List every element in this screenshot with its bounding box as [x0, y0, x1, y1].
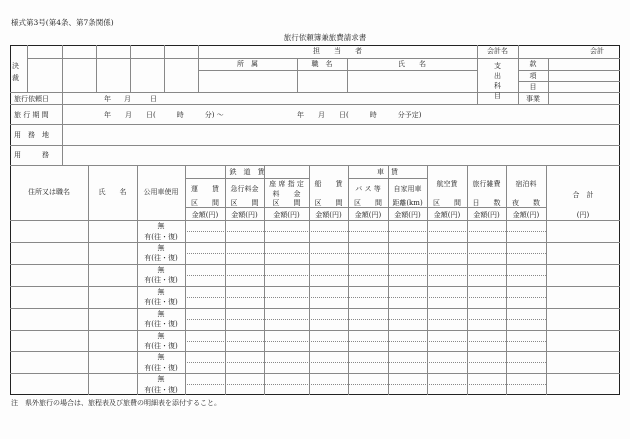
- private-car-header: 自家用車: [393, 185, 422, 193]
- fare-cell[interactable]: [388, 351, 427, 362]
- official-car-header: 公用車使用: [143, 188, 179, 196]
- subheader-amount: 金額(円): [231, 211, 258, 219]
- subheader-section: 区 間: [272, 199, 301, 207]
- fare-amount-cell[interactable]: [309, 253, 348, 264]
- grid-line: [10, 92, 620, 93]
- subheader-amount: 金額(円): [473, 211, 500, 219]
- expense-item-3: 事業: [526, 94, 540, 103]
- fare-cell[interactable]: [225, 373, 264, 384]
- fare-amount-cell[interactable]: [427, 362, 467, 373]
- fare-amount-cell[interactable]: [467, 319, 506, 330]
- fare-amount-cell[interactable]: [388, 341, 427, 352]
- grid-line: [62, 45, 63, 92]
- fare-cell[interactable]: [348, 373, 388, 384]
- grid-line: [548, 58, 549, 104]
- name-cell[interactable]: [88, 264, 137, 286]
- grid-line: [27, 45, 28, 92]
- fare-amount-cell[interactable]: [388, 275, 427, 286]
- destination-label: 用 務 地: [14, 131, 49, 139]
- form-title: 旅行依頼簿兼旅費請求書: [283, 33, 367, 42]
- fare-cell[interactable]: [506, 286, 546, 297]
- grid-line: [10, 145, 620, 146]
- fare-amount-cell[interactable]: [264, 253, 309, 264]
- fare-amount-cell[interactable]: [185, 275, 225, 286]
- fare-cell[interactable]: [264, 242, 309, 253]
- total-cell[interactable]: [546, 264, 620, 286]
- fare-cell[interactable]: [388, 220, 427, 231]
- grid-line: [185, 178, 309, 179]
- affiliation-label: 所 属: [237, 60, 258, 68]
- position-label: 職 名: [311, 60, 333, 68]
- fare-cell[interactable]: [309, 308, 348, 319]
- fare-amount-cell[interactable]: [225, 319, 264, 330]
- grid-line: [96, 45, 97, 92]
- form-reference: 様式第3号(第4条、第7条関係): [11, 18, 114, 27]
- fare-amount-cell[interactable]: [348, 341, 388, 352]
- ship-header: 船 賃: [314, 180, 343, 188]
- fare-amount-cell[interactable]: [185, 341, 225, 352]
- fare-cell[interactable]: [264, 351, 309, 362]
- fare-cell[interactable]: [309, 286, 348, 297]
- fare-amount-cell[interactable]: [506, 231, 546, 242]
- official-car-yes: 有(往・復): [144, 320, 178, 329]
- fare-cell[interactable]: [427, 220, 467, 231]
- fare-amount-cell[interactable]: [348, 231, 388, 242]
- fare-cell[interactable]: [506, 264, 546, 275]
- fare-cell[interactable]: [427, 308, 467, 319]
- fare-cell[interactable]: [348, 351, 388, 362]
- subheader-section: 区 間: [230, 199, 259, 207]
- fare-amount-cell[interactable]: [185, 231, 225, 242]
- fare-amount-cell[interactable]: [388, 362, 427, 373]
- official-car-yes: 有(往・復): [144, 254, 178, 263]
- fare-amount-cell[interactable]: [264, 341, 309, 352]
- misc-header: 旅行雑費: [472, 180, 501, 188]
- fare-amount-cell[interactable]: [467, 362, 506, 373]
- fare-amount-cell[interactable]: [185, 297, 225, 308]
- fare-cell[interactable]: [185, 351, 225, 362]
- fare-amount-cell[interactable]: [467, 275, 506, 286]
- approval-label: 裁: [12, 74, 19, 82]
- fare-amount-cell[interactable]: [427, 319, 467, 330]
- rail-fare-header: 運 賃: [191, 185, 219, 193]
- subheader-section: 区 間: [191, 199, 219, 207]
- fare-amount-cell[interactable]: [427, 341, 467, 352]
- fare-amount-cell[interactable]: [388, 297, 427, 308]
- grid-line: [10, 104, 620, 105]
- fare-amount-cell[interactable]: [348, 297, 388, 308]
- fare-cell[interactable]: [427, 286, 467, 297]
- fare-cell[interactable]: [388, 286, 427, 297]
- address-cell[interactable]: [10, 330, 88, 352]
- subheader-amount: 金額(円): [354, 211, 382, 219]
- fare-amount-cell[interactable]: [427, 297, 467, 308]
- express-header: 急行料金: [230, 185, 259, 193]
- name-cell[interactable]: [88, 308, 137, 330]
- fare-amount-cell[interactable]: [388, 319, 427, 330]
- fare-amount-cell[interactable]: [388, 253, 427, 264]
- fare-cell[interactable]: [225, 308, 264, 319]
- fare-amount-cell[interactable]: [506, 275, 546, 286]
- fare-amount-cell[interactable]: [309, 341, 348, 352]
- official-car-yes: 有(往・復): [144, 363, 178, 372]
- fare-amount-cell[interactable]: [427, 253, 467, 264]
- fare-amount-cell[interactable]: [225, 275, 264, 286]
- address-cell[interactable]: [10, 351, 88, 373]
- fare-cell[interactable]: [348, 308, 388, 319]
- grid-line: [518, 81, 620, 82]
- fare-cell[interactable]: [264, 308, 309, 319]
- official-car-yes: 有(往・復): [144, 298, 178, 307]
- fare-cell[interactable]: [309, 242, 348, 253]
- fare-cell[interactable]: [264, 220, 309, 231]
- official-car-none: 無: [157, 265, 165, 274]
- business-label: 用 務: [14, 151, 49, 159]
- fare-amount-cell[interactable]: [348, 362, 388, 373]
- approval-label: 決: [12, 62, 19, 70]
- address-cell[interactable]: [10, 264, 88, 286]
- fare-amount-cell[interactable]: [264, 231, 309, 242]
- fare-cell[interactable]: [467, 351, 506, 362]
- name-cell[interactable]: [88, 373, 137, 395]
- total-cell[interactable]: [546, 220, 620, 242]
- name-label: 氏 名: [398, 60, 426, 68]
- fare-cell[interactable]: [225, 220, 264, 231]
- expense-item-2: 目: [529, 83, 537, 91]
- travel-period-label: 旅 行 期 間: [14, 111, 49, 119]
- fare-cell[interactable]: [388, 373, 427, 384]
- lodging-header: 宿泊料: [515, 180, 537, 188]
- fare-cell[interactable]: [427, 264, 467, 275]
- account-name-label: 会計名: [487, 47, 508, 55]
- fare-cell[interactable]: [388, 308, 427, 319]
- total-unit: (円): [576, 211, 590, 219]
- fare-cell[interactable]: [427, 242, 467, 253]
- request-date-year: 年: [104, 95, 111, 103]
- air-header: 航空賃: [436, 180, 458, 188]
- official-car-none: 無: [157, 243, 165, 252]
- subheader-amount: 金額(円): [433, 211, 461, 219]
- official-car-none: 無: [157, 309, 165, 318]
- fare-amount-cell[interactable]: [264, 297, 309, 308]
- fare-cell[interactable]: [467, 264, 506, 275]
- fare-cell[interactable]: [506, 373, 546, 384]
- fare-amount-cell[interactable]: [225, 253, 264, 264]
- name-cell[interactable]: [88, 220, 137, 242]
- total-cell[interactable]: [546, 286, 620, 308]
- request-date-label: 旅行依頼日: [14, 95, 49, 103]
- total-header: 合 計: [572, 191, 594, 199]
- fare-cell[interactable]: [467, 308, 506, 319]
- fare-cell[interactable]: [388, 264, 427, 275]
- subheader-section: 区 間: [433, 199, 461, 207]
- official-car-none: 無: [157, 222, 165, 230]
- rail-header: 鉄 道 賃: [229, 168, 265, 176]
- expense-item-1: 項: [529, 71, 537, 80]
- fare-cell[interactable]: [467, 286, 506, 297]
- fare-cell[interactable]: [467, 220, 506, 231]
- fare-amount-cell[interactable]: [427, 384, 467, 395]
- fare-cell[interactable]: [388, 330, 427, 341]
- fare-cell[interactable]: [225, 264, 264, 275]
- fare-cell[interactable]: [225, 351, 264, 362]
- travel-period-from: 年 月 日( 時 分) 〜: [104, 111, 224, 119]
- fare-cell[interactable]: [185, 220, 225, 231]
- request-date-month: 月: [124, 95, 131, 103]
- fare-cell[interactable]: [467, 242, 506, 253]
- fare-cell[interactable]: [506, 330, 546, 341]
- fare-amount-cell[interactable]: [348, 253, 388, 264]
- fare-amount-cell[interactable]: [506, 319, 546, 330]
- official-car-none: 無: [157, 353, 165, 362]
- fare-amount-cell[interactable]: [185, 253, 225, 264]
- fare-amount-cell[interactable]: [427, 275, 467, 286]
- official-car-none: 無: [157, 375, 165, 384]
- official-car-yes: 有(往・復): [144, 276, 178, 285]
- fare-cell[interactable]: [348, 242, 388, 253]
- fare-cell[interactable]: [309, 351, 348, 362]
- official-car-yes: 有(往・復): [144, 385, 178, 394]
- fare-cell[interactable]: [309, 330, 348, 341]
- seat-header: 座 席 指 定: [269, 180, 304, 188]
- fare-cell[interactable]: [225, 330, 264, 341]
- fare-amount-cell[interactable]: [506, 253, 546, 264]
- expense-item-label: 出: [494, 72, 501, 80]
- official-car-none: 無: [157, 287, 165, 296]
- fare-cell[interactable]: [185, 264, 225, 275]
- fare-amount-cell[interactable]: [388, 231, 427, 242]
- total-cell[interactable]: [546, 330, 620, 352]
- fare-cell[interactable]: [506, 220, 546, 231]
- grid-line: [130, 45, 131, 92]
- official-car-yes: 有(往・復): [144, 342, 178, 350]
- fare-cell[interactable]: [506, 351, 546, 362]
- fare-amount-cell[interactable]: [225, 297, 264, 308]
- expense-item-label: 科: [494, 82, 501, 90]
- address-header: 住所又は職名: [28, 188, 70, 196]
- subheader-section: 区 間: [354, 199, 382, 207]
- fare-amount-cell[interactable]: [506, 297, 546, 308]
- subheader-amount: 金額(円): [315, 211, 342, 219]
- subheader-section: 距離(km): [392, 199, 423, 207]
- name-cell[interactable]: [88, 351, 137, 373]
- official-car-yes: 有(往・復): [144, 232, 178, 241]
- total-cell[interactable]: [546, 351, 620, 373]
- grid-line: [62, 92, 63, 104]
- account-suffix: 会計: [590, 47, 604, 55]
- fare-cell[interactable]: [309, 373, 348, 384]
- expense-item-0: 款: [529, 60, 537, 68]
- fare-cell[interactable]: [185, 286, 225, 297]
- fare-cell[interactable]: [348, 330, 388, 341]
- name-cell[interactable]: [88, 242, 137, 264]
- fare-amount-cell[interactable]: [309, 231, 348, 242]
- fare-cell[interactable]: [427, 351, 467, 362]
- fare-cell[interactable]: [185, 242, 225, 253]
- total-cell[interactable]: [546, 373, 620, 395]
- fare-amount-cell[interactable]: [467, 231, 506, 242]
- address-cell[interactable]: [10, 373, 88, 395]
- footnote: 注 県外旅行の場合は、旅程表及び旅費の明細表を添付すること。: [11, 399, 221, 407]
- fare-cell[interactable]: [185, 373, 225, 384]
- fare-cell[interactable]: [348, 286, 388, 297]
- subheader-section: 区 間: [314, 199, 343, 207]
- grid-line: [185, 207, 546, 208]
- staff-header: 担 当 者: [313, 47, 362, 55]
- fare-cell[interactable]: [264, 330, 309, 341]
- fare-cell[interactable]: [309, 264, 348, 275]
- address-cell[interactable]: [10, 220, 88, 242]
- seat-header-2: 料 金: [272, 190, 301, 198]
- fare-amount-cell[interactable]: [467, 297, 506, 308]
- fare-cell[interactable]: [427, 330, 467, 341]
- fare-cell[interactable]: [264, 286, 309, 297]
- fare-amount-cell[interactable]: [506, 362, 546, 373]
- fare-amount-cell[interactable]: [467, 384, 506, 395]
- expense-item-label: 目: [494, 92, 501, 100]
- fare-amount-cell[interactable]: [309, 275, 348, 286]
- subheader-amount: 金額(円): [191, 211, 219, 219]
- fare-amount-cell[interactable]: [185, 384, 225, 395]
- fare-amount-cell[interactable]: [427, 231, 467, 242]
- grid-line: [198, 58, 477, 59]
- fare-amount-cell[interactable]: [506, 384, 546, 395]
- grid-line: [62, 104, 63, 165]
- fare-cell[interactable]: [348, 264, 388, 275]
- fare-amount-cell[interactable]: [506, 341, 546, 352]
- fare-cell[interactable]: [388, 242, 427, 253]
- subheader-amount: 金額(円): [512, 211, 540, 219]
- fare-amount-cell[interactable]: [388, 384, 427, 395]
- fare-cell[interactable]: [467, 373, 506, 384]
- fare-amount-cell[interactable]: [467, 253, 506, 264]
- address-cell[interactable]: [10, 242, 88, 264]
- grid-line: [348, 178, 427, 179]
- name-cell[interactable]: [88, 286, 137, 308]
- grid-line: [198, 70, 477, 71]
- name-cell[interactable]: [88, 330, 137, 352]
- request-date-day: 日: [150, 95, 157, 103]
- fare-amount-cell[interactable]: [225, 384, 264, 395]
- fare-cell[interactable]: [264, 373, 309, 384]
- fare-cell[interactable]: [309, 220, 348, 231]
- fare-amount-cell[interactable]: [309, 319, 348, 330]
- fare-amount-cell[interactable]: [467, 341, 506, 352]
- fare-amount-cell[interactable]: [225, 231, 264, 242]
- fare-cell[interactable]: [185, 330, 225, 341]
- fare-amount-cell[interactable]: [348, 275, 388, 286]
- name-header: 氏 名: [98, 188, 127, 196]
- subheader-amount: 金額(円): [273, 211, 300, 219]
- fare-amount-cell[interactable]: [309, 297, 348, 308]
- subheader-section: 夜 数: [512, 199, 540, 207]
- expense-item-label: 支: [494, 62, 501, 70]
- fare-amount-cell[interactable]: [264, 362, 309, 373]
- fare-cell[interactable]: [225, 286, 264, 297]
- fare-amount-cell[interactable]: [185, 319, 225, 330]
- car-fare-header: 車 賃: [377, 168, 398, 176]
- travel-period-to: 年 月 日( 時 分予定): [297, 111, 422, 119]
- fare-amount-cell[interactable]: [264, 275, 309, 286]
- fare-amount-cell[interactable]: [225, 362, 264, 373]
- address-cell[interactable]: [10, 308, 88, 330]
- fare-cell[interactable]: [348, 220, 388, 231]
- fare-amount-cell[interactable]: [264, 319, 309, 330]
- subheader-section: 日 数: [472, 199, 501, 207]
- grid-line: [164, 45, 165, 92]
- grid-line: [10, 124, 620, 125]
- fare-cell[interactable]: [225, 242, 264, 253]
- fare-cell[interactable]: [264, 264, 309, 275]
- grid-line: [10, 165, 620, 166]
- fare-amount-cell[interactable]: [264, 384, 309, 395]
- fare-amount-cell[interactable]: [348, 319, 388, 330]
- fare-cell[interactable]: [467, 330, 506, 341]
- address-cell[interactable]: [10, 286, 88, 308]
- official-car-none: 無: [157, 331, 165, 340]
- total-cell[interactable]: [546, 242, 620, 264]
- fare-amount-cell[interactable]: [309, 362, 348, 373]
- fare-cell[interactable]: [427, 373, 467, 384]
- bus-header: バ ス 等: [355, 185, 381, 193]
- fare-amount-cell[interactable]: [348, 384, 388, 395]
- fare-cell[interactable]: [506, 308, 546, 319]
- fare-amount-cell[interactable]: [309, 384, 348, 395]
- subheader-amount: 金額(円): [394, 211, 421, 219]
- total-cell[interactable]: [546, 308, 620, 330]
- fare-cell[interactable]: [185, 308, 225, 319]
- fare-cell[interactable]: [506, 242, 546, 253]
- grid-line: [27, 58, 198, 59]
- fare-amount-cell[interactable]: [225, 341, 264, 352]
- fare-amount-cell[interactable]: [185, 362, 225, 373]
